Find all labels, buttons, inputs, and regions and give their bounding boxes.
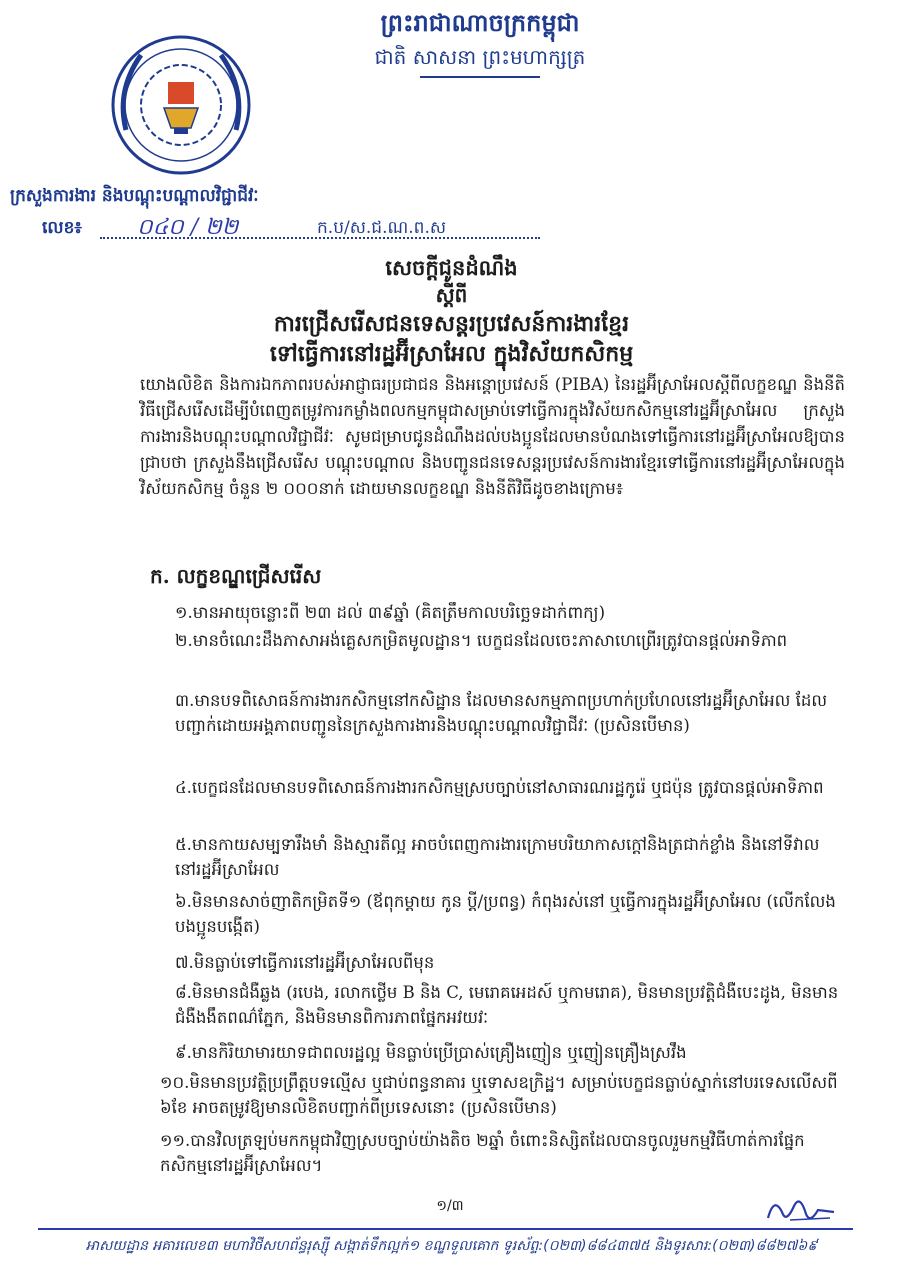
criterion-item: ២.មានចំណេះដឹងភាសាអង់គ្លេសកម្រិតមូលដ្ឋាន។ បេក្ខជនដែលចេះភាសាហេព្រើរត្រូវបានផ្តល់អាទិភាព [175, 631, 788, 650]
ministry-name: ក្រសួងការងារ និងបណ្តុះបណ្តាលវិជ្ជាជីវៈ [10, 186, 259, 206]
criterion-item: ៩.មានកិរិយាមារយាទជាពលរដ្ឋល្អ មិនធ្លាប់ប្រើប្រាស់គ្រឿងញៀន ឬញៀនគ្រឿងស្រវឹង [175, 1043, 687, 1062]
criterion-item: ៣.មានបទពិសោធន៍ការងារកសិកម្មនៅកសិដ្ឋាន ដែលមានសកម្មភាពប្រហាក់ប្រហែលនៅរដ្ឋអ៊ីស្រាអែល ដែលបញ្ជាក់ដោយអង្គភាពបញ្ជូននៃក្រសួងការងារនិងបណ្តុះបណ្តាលវិជ្ជាជីវៈ (ប្រសិនបើមាន) [175, 691, 828, 735]
criterion-item: ៦.មិនមានសាច់ញាតិកម្រិតទី១ (ឪពុកម្តាយ កូន ប្តី/ប្រពន្ធ) កំពុងរស់នៅ ឬធ្វើការក្នុងរដ្ឋអ៊ីស្រាអែល (លើកលែង បងប្អូនបង្កើត) [175, 892, 836, 936]
footer-address: អាសយដ្ឋាន អគារលេខ៣ មហាវិថីសហព័ន្ធរុស្ស៊ី សង្កាត់ទឹកល្អក់១ ខណ្ឌទួលគោក ទូរស័ព្ទ:(០២៣)៨៨៤៣៧៥ និងទូរសារ:(០២៣)៨៨២៧៦៩ [85, 1238, 818, 1254]
page-number: ១/៣ [436, 1198, 464, 1214]
criterion-item: ៤.បេក្ខជនដែលមានបទពិសោធន៍ការងារកសិកម្មស្របច្បាប់នៅសាធារណរដ្ឋកូរ៉េ ឬជប៉ុន ត្រូវបានផ្តល់អាទិភាព [175, 778, 824, 797]
criterion-item: ៨.មិនមានជំងឺឆ្លង (របេង, រលាកថ្លើម B និង C, មេរោគអេដស៍ ឬកាមរោគ), មិនមានប្រវត្តិជំងឺបេះដូង, មិនមានជំងឺងងឹតពណ៌ភ្នែក, និងមិនមានពិការភាពផ្នែកអវយវៈ [175, 983, 839, 1027]
intro-paragraph: យោងលិខិត និងការឯកភាពរបស់អាជ្ញាធរប្រជាជន និងអន្តោប្រវេសន៍ (PIBA) នៃរដ្ឋអ៊ីស្រាអែលស្តីពីលក្ខខណ្ឌ និងនីតិវិធីជ្រើសរើសដើម្បីបំពេញតម្រូវការកម្លាំងពលកម្មកម្ពុជាសម្រាប់ទៅធ្វើការក្នុងវិស័យកសិកម្មនៅរដ្ឋអ៊ីស្រាអែល ក្រសួងការងារនិងបណ្តុះបណ្តាលវិជ្ជាជីវៈ សូមជម្រាបជូនដំណឹងដល់បងប្អូនដែលមានបំណងទៅធ្វើការនៅរដ្ឋអ៊ីស្រាអែលឱ្យបានជ្រាបថា ក្រសួងនឹងជ្រើសរើស បណ្តុះបណ្តាល និងបញ្ជូនជនទេសន្តរប្រវេសន៍ការងារខ្មែរទៅធ្វើការនៅរដ្ឋអ៊ីស្រាអែលក្នុងវិស័យកសិកម្ម ចំនួន ២ ០០០នាក់ ដោយមានលក្ខខណ្ឌ និងនីតិវិធីដូចខាងក្រោម៖ [140, 375, 845, 498]
reference-number: ០៤០ / ២២ [137, 215, 239, 240]
criterion-item: ១.មានអាយុចន្លោះពី ២៣ ដល់ ៣៩ឆ្នាំ (គិតត្រឹមកាលបរិច្ឆេទដាក់ពាក្យ) [175, 603, 606, 622]
national-motto: ជាតិ សាសនា ព្រះមហាក្សត្រ [374, 45, 586, 69]
kingdom-heading: ព្រះរាជាណាចក្រកម្ពុជា [380, 8, 580, 37]
ministry-logo [106, 30, 256, 180]
criterion-item: ១១.បានវិលត្រឡប់មកកម្ពុជាវិញស្របច្បាប់យ៉ាងតិច ២ឆ្នាំ ចំពោះនិស្សិតដែលបានចូលរួមកម្មវិធីហាត់ការផ្នែកកសិកម្មនៅរដ្ឋអ៊ីស្រាអែល។ [160, 1131, 805, 1175]
motto-divider [420, 76, 540, 78]
reference-suffix: ក.ប/ស.ជ.ណ.ព.ស [317, 218, 447, 238]
notice-subject-line2: ទៅធ្វើការនៅរដ្ឋអ៊ីស្រាអែល ក្នុងវិស័យកសិកម្ម [269, 341, 634, 367]
reference-number-row [42, 215, 602, 245]
reference-label: លេខ៖ [42, 218, 82, 238]
signature-mark [760, 1190, 840, 1230]
criterion-item: ១០.មិនមានប្រវត្តិប្រព្រឹត្តបទល្មើស ឬជាប់ពន្ធនាគារ ឬទោសឧក្រិដ្ឋ។ សម្រាប់បេក្ខជនធ្លាប់ស្នាក់នៅបរទេសលើសពី ៦ខែ អាចតម្រូវឱ្យមានលិខិតបញ្ជាក់ពីប្រទេសនោះ (ប្រសិនបើមាន) [160, 1073, 838, 1117]
criterion-item: ៧.មិនធ្លាប់ទៅធ្វើការនៅរដ្ឋអ៊ីស្រាអែលពីមុន [175, 953, 435, 972]
notice-title: សេចក្តីជូនដំណឹង [385, 255, 518, 280]
criterion-item: ៥.មានកាយសម្បទារឹងមាំ និងស្មារតីល្អ អាចបំពេញការងារក្រោមបរិយាកាសក្តៅនិងត្រជាក់ខ្លាំង និងនៅទីវាល នៅរដ្ឋអ៊ីស្រាអែល [175, 835, 820, 879]
footer-divider [38, 1228, 853, 1230]
notice-subject-label: ស្តីពី [435, 283, 468, 307]
section-heading-criteria: ក. លក្ខខណ្ឌជ្រើសរើស [150, 564, 322, 588]
notice-subject-line1: ការជ្រើសរើសជនទេសន្តរប្រវេសន៍ការងារខ្មែរ [273, 311, 630, 337]
